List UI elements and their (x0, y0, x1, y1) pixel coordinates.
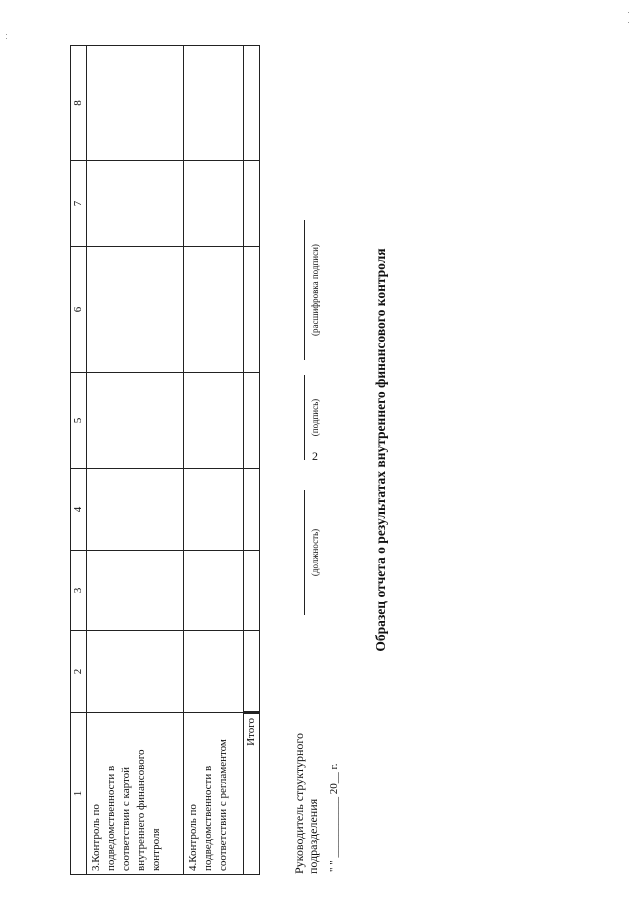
position-line (304, 490, 305, 615)
table-header-cell: 7 (71, 161, 87, 247)
table-row (184, 46, 244, 875)
total-label: Итого (244, 713, 260, 875)
document-caption: Образец отчета о результатах внутреннего финансового контроля (373, 248, 388, 652)
signature-heading-line2: подразделения (306, 798, 320, 874)
table-cell (87, 161, 184, 247)
table-cell (87, 469, 184, 551)
table-row (87, 46, 184, 875)
table-header-cell: 3 (71, 551, 87, 631)
report-table-container (70, 46, 257, 875)
table-cell (184, 631, 244, 713)
signature-heading-line1: Руководитель структурного (292, 732, 306, 874)
report-table (70, 45, 260, 875)
table-cell (244, 247, 260, 373)
scan-dot (628, 22, 629, 23)
table-cell (184, 161, 244, 247)
table-header-row (71, 46, 87, 875)
table-cell (244, 46, 260, 161)
table-header-cell: 5 (71, 373, 87, 469)
table-header-cell: 4 (71, 469, 87, 551)
table-cell (244, 161, 260, 247)
table-cell (87, 713, 184, 875)
table-cell (244, 373, 260, 469)
scan-dot (6, 34, 7, 35)
table-cell (244, 469, 260, 551)
table-cell (87, 247, 184, 373)
page-number: 2 (312, 449, 318, 463)
table-cell (184, 247, 244, 373)
table-header-cell: 8 (71, 46, 87, 161)
table-cell (184, 373, 244, 469)
table-cell (184, 46, 244, 161)
name-line (304, 220, 305, 360)
table-cell (244, 551, 260, 631)
table-cell (87, 551, 184, 631)
row-label: 4.Контроль по подведомственности в соответствии с регламентом (187, 739, 229, 871)
position-caption: (должность) (310, 528, 320, 577)
table-header-cell: 1 (71, 713, 87, 875)
table-cell (244, 631, 260, 713)
name-caption: (расшифровка подписи) (310, 244, 320, 336)
table-cell (87, 46, 184, 161)
table-total-row (244, 46, 260, 875)
table-cell (184, 551, 244, 631)
row-label: 3.Контроль по подведомственности в соответствии с картой внутреннего финансового контроля (90, 749, 162, 871)
signature-caption: (подпись) (310, 398, 320, 437)
table-header-cell: 2 (71, 631, 87, 713)
signature-block (270, 140, 350, 880)
signature-line (304, 375, 305, 460)
signature-heading (292, 733, 320, 874)
document-caption-container (370, 230, 392, 670)
table-cell (87, 373, 184, 469)
scan-dot (6, 38, 7, 39)
scan-dot (628, 12, 629, 13)
table-cell (87, 631, 184, 713)
date-line: " " ___________ 20__ г. (328, 763, 340, 872)
table-cell (184, 469, 244, 551)
table-cell (184, 713, 244, 875)
table-header-cell: 6 (71, 247, 87, 373)
